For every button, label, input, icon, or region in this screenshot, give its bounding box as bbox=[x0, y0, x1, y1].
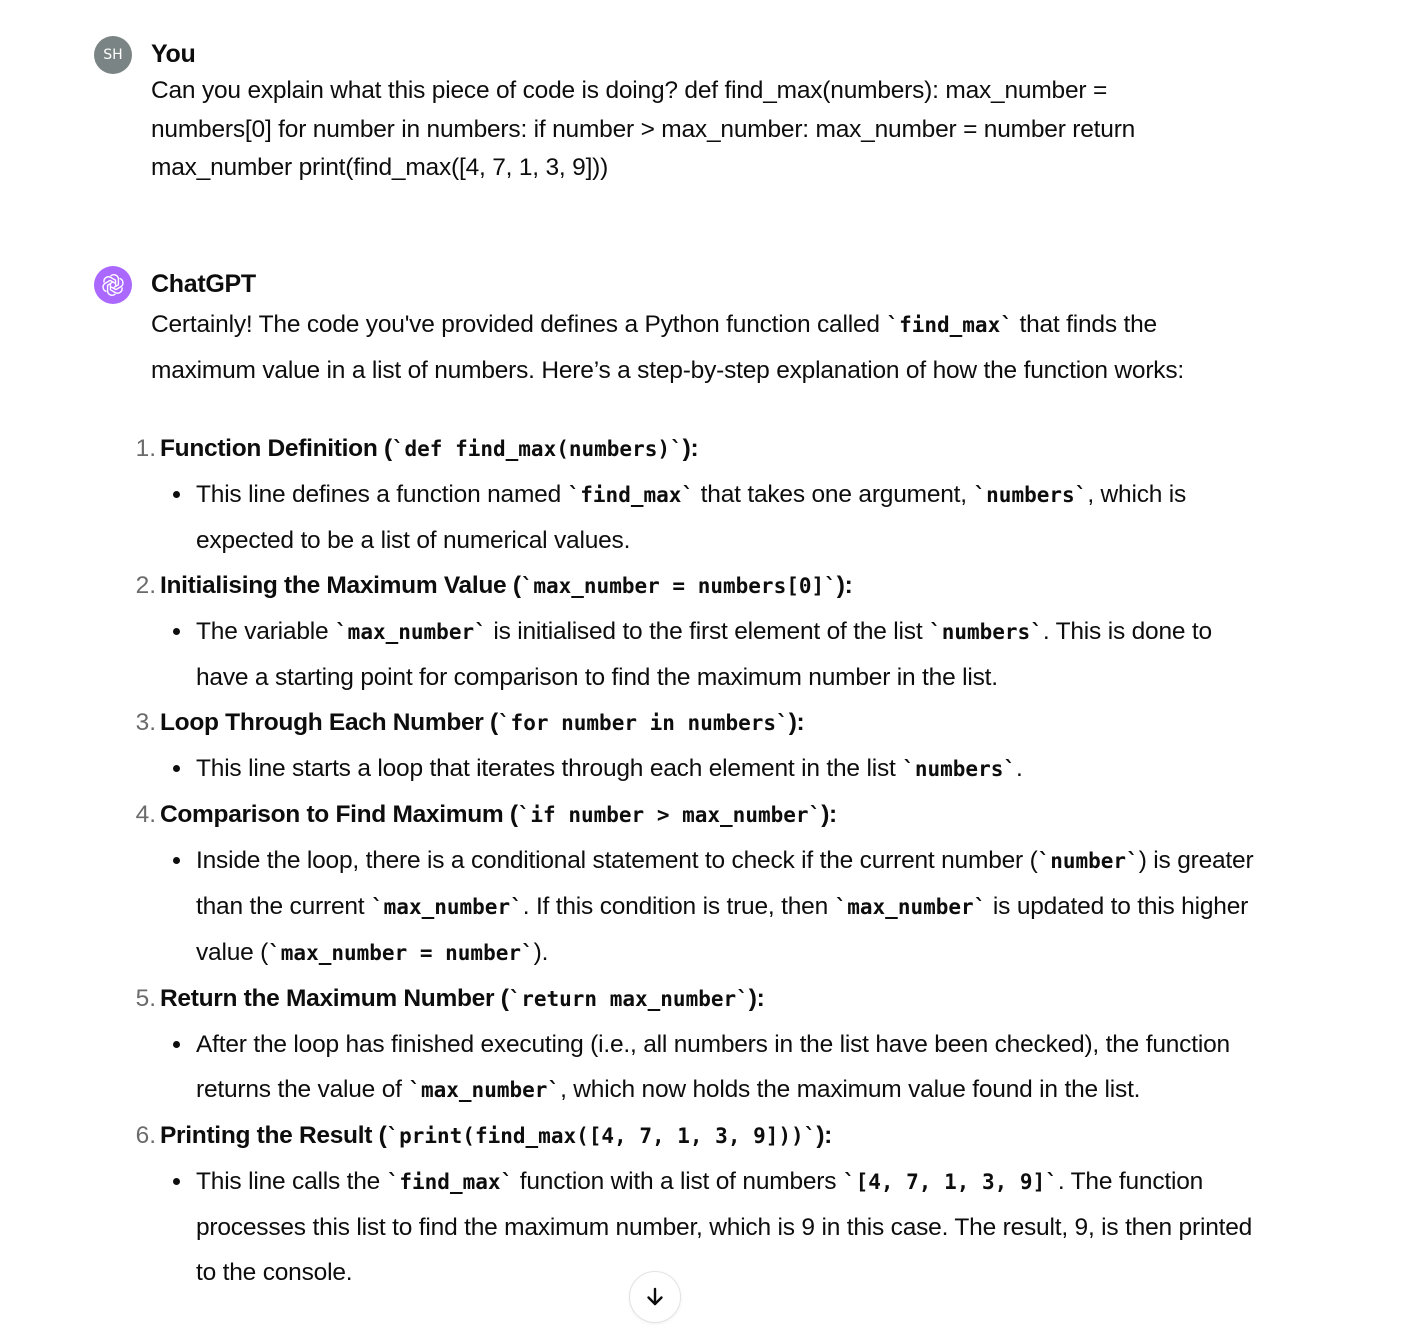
inline-code: `if number > max_number` bbox=[517, 803, 822, 827]
chatgpt-logo-icon bbox=[94, 266, 132, 304]
list-item bbox=[94, 426, 1314, 563]
step-number: 4. bbox=[135, 801, 156, 828]
intro-paragraph bbox=[151, 302, 1261, 393]
step-detail bbox=[196, 609, 1256, 700]
user-avatar-initials: SH bbox=[103, 47, 123, 63]
inline-code: `def find_max(numbers)` bbox=[391, 437, 683, 461]
bullet-icon bbox=[173, 491, 180, 498]
inline-code: `numbers` bbox=[973, 483, 1088, 507]
inline-code: `numbers` bbox=[902, 757, 1017, 781]
list-item bbox=[94, 563, 1314, 700]
detail-text: ). bbox=[533, 939, 549, 966]
user-author-name: You bbox=[151, 40, 196, 68]
detail-text: is updated to this higher value ( bbox=[196, 893, 1249, 966]
step-heading bbox=[160, 700, 1314, 746]
detail-text: This line defines a function named bbox=[196, 481, 568, 508]
step-title: Function Definition ( bbox=[160, 435, 392, 462]
step-title: Return the Maximum Number ( bbox=[160, 985, 509, 1012]
step-title-end: ): bbox=[788, 709, 805, 736]
inline-code: `max_number` bbox=[335, 620, 487, 644]
step-title: Initialising the Maximum Value ( bbox=[160, 572, 521, 599]
detail-text: This line starts a loop that iterates through each element in the list bbox=[196, 755, 903, 782]
inline-code: `find_max` bbox=[386, 1170, 514, 1194]
step-title: Printing the Result ( bbox=[160, 1122, 387, 1149]
detail-text: , which is expected to be a list of numerical values. bbox=[196, 481, 1187, 554]
assistant-author-name: ChatGPT bbox=[151, 270, 256, 298]
step-number: 5. bbox=[135, 985, 156, 1012]
inline-code: `max_number` bbox=[834, 895, 987, 919]
step-title-end: ): bbox=[748, 985, 765, 1012]
inline-code: `return max_number` bbox=[508, 987, 749, 1011]
intro-text: that finds the maximum value in a list of numbers. Here’s a step-by-step explanation of how the function works: bbox=[151, 311, 1184, 384]
inline-code: `max_number` bbox=[408, 1078, 561, 1102]
bullet-icon bbox=[173, 1178, 180, 1185]
step-heading bbox=[160, 563, 1314, 609]
inline-code: `numbers` bbox=[929, 620, 1043, 644]
step-title: Loop Through Each Number ( bbox=[160, 709, 498, 736]
bullet-icon bbox=[173, 765, 180, 772]
inline-code: `number` bbox=[1037, 849, 1139, 873]
step-number: 1. bbox=[135, 435, 156, 462]
inline-code: `find_max` bbox=[567, 483, 695, 507]
step-detail bbox=[196, 1159, 1256, 1295]
list-item bbox=[94, 976, 1314, 1113]
inline-code: `max_number` bbox=[371, 895, 523, 919]
inline-code: `max_number = number` bbox=[268, 941, 534, 965]
step-title-end: ): bbox=[821, 801, 837, 828]
list-item bbox=[94, 700, 1314, 792]
detail-text: Inside the loop, there is a conditional statement to check if the current number ( bbox=[196, 847, 1038, 874]
detail-text: . If this condition is true, then bbox=[522, 893, 835, 920]
step-title-end: ): bbox=[682, 435, 699, 462]
assistant-message-body bbox=[135, 302, 1261, 1286]
detail-text: . This is done to have a starting point for comparison to find the maximum number in the list. bbox=[196, 618, 1212, 691]
inline-code: `print(find_max([4, 7, 1, 3, 9]))` bbox=[386, 1124, 817, 1148]
step-title-end: ): bbox=[816, 1122, 833, 1149]
step-detail bbox=[196, 746, 1256, 792]
bullet-icon bbox=[173, 857, 180, 864]
step-heading bbox=[160, 792, 1314, 838]
list-item bbox=[94, 792, 1314, 976]
detail-text: This line calls the bbox=[196, 1168, 387, 1195]
detail-text: . bbox=[1016, 755, 1023, 782]
detail-text: After the loop has finished executing (i.e., all numbers in the list have been checked), the function returns the value of bbox=[196, 1031, 1230, 1103]
arrow-down-icon bbox=[643, 1285, 667, 1309]
detail-text: function with a list of numbers bbox=[513, 1168, 843, 1195]
inline-code: `find_max` bbox=[886, 313, 1013, 337]
step-detail bbox=[196, 472, 1256, 563]
step-detail bbox=[196, 838, 1256, 976]
bullet-icon bbox=[173, 1041, 180, 1048]
detail-text: that takes one argument, bbox=[694, 481, 974, 508]
detail-text: . The function processes this list to find the maximum number, which is 9 in this case. The result, 9, is then printed to the console. bbox=[196, 1168, 1253, 1286]
step-number: 3. bbox=[135, 709, 156, 736]
detail-text: ) is greater than the current bbox=[196, 847, 1254, 920]
intro-text: Certainly! The code you've provided defines a Python function called bbox=[151, 311, 887, 338]
inline-code: `max_number = numbers[0]` bbox=[520, 574, 837, 598]
step-detail bbox=[196, 1022, 1256, 1113]
detail-text: , which now holds the maximum value found in the list. bbox=[560, 1076, 1141, 1103]
inline-code: `[4, 7, 1, 3, 9]` bbox=[842, 1170, 1058, 1194]
step-number: 2. bbox=[135, 572, 156, 599]
user-avatar bbox=[94, 36, 132, 74]
list-item bbox=[94, 1113, 1314, 1295]
user-message-text: Can you explain what this piece of code is doing? def find_max(numbers): max_number = numbers[0] for number in numbers: if number > max_number: max_number = number return max_number print(find_max([4, 7, 1, 3, 9])) bbox=[151, 77, 1136, 181]
detail-text: is initialised to the first element of the list bbox=[486, 618, 930, 645]
step-heading bbox=[160, 1113, 1314, 1159]
step-title: Comparison to Find Maximum ( bbox=[160, 801, 518, 828]
step-heading bbox=[160, 426, 1314, 472]
detail-text: The variable bbox=[196, 618, 336, 645]
step-number: 6. bbox=[135, 1122, 156, 1149]
step-heading bbox=[160, 976, 1314, 1022]
bullet-icon bbox=[173, 628, 180, 635]
step-title-end: ): bbox=[836, 572, 853, 599]
scroll-to-bottom-button[interactable] bbox=[629, 1271, 681, 1323]
explanation-steps-list bbox=[94, 426, 1314, 1295]
inline-code: `for number in numbers` bbox=[497, 711, 789, 735]
